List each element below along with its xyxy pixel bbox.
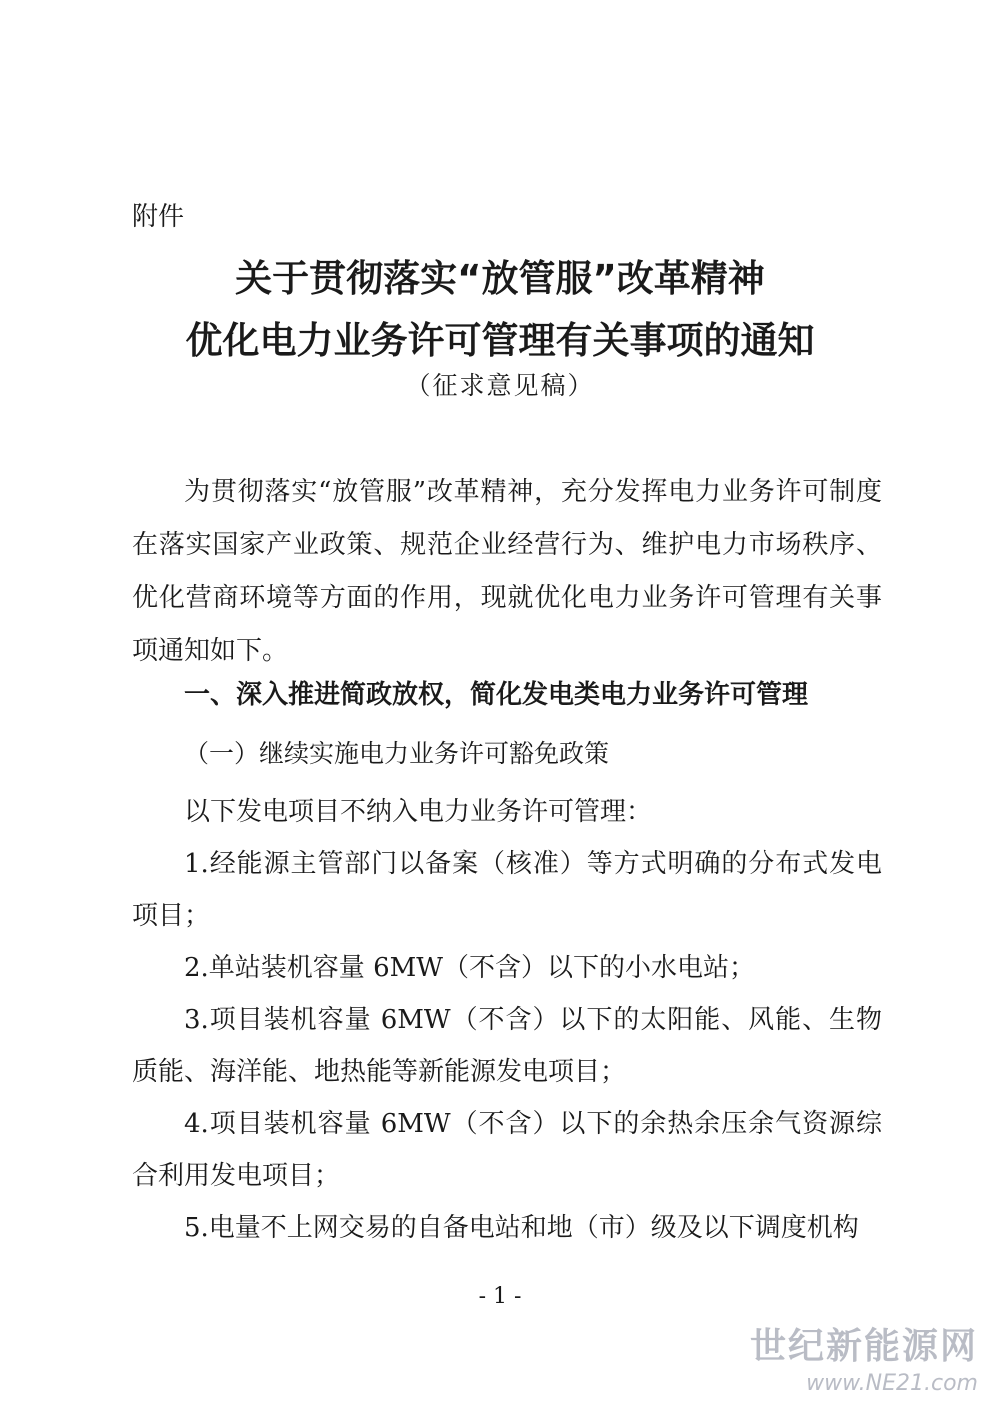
section-1-heading: 一、深入推进简政放权，简化发电类电力业务许可管理 [184, 680, 809, 710]
watermark-url: www.NE21.com [806, 1371, 978, 1396]
item-list [132, 786, 882, 1254]
list-item: 3.项目装机容量 6MW（不含）以下的太阳能、风能、生物质能、海洋能、地热能等新能源发电项目； [132, 1005, 882, 1087]
title-line-1: 关于贯彻落实“放管服”改革精神 [235, 257, 765, 300]
watermark [750, 1318, 978, 1396]
list-item: 4.项目装机容量 6MW（不含）以下的余热余压余气资源综合利用发电项目； [132, 1109, 882, 1191]
attachment-label: 附件 [132, 202, 185, 232]
watermark-text: 世纪新能源网 [749, 1326, 978, 1367]
page-number: - 1 - [478, 1284, 522, 1309]
list-item: 1.经能源主管部门以备案（核准）等方式明确的分布式发电项目； [132, 849, 882, 931]
title-line-2: 优化电力业务许可管理有关事项的通知 [185, 319, 815, 362]
subtitle: （征求意见稿） [405, 371, 595, 400]
list-item: 5.电量不上网交易的自备电站和地（市）级及以下调度机构 [184, 1213, 859, 1243]
lead-sentence: 以下发电项目不纳入电力业务许可管理： [184, 797, 653, 827]
subsection-1-heading: （一）继续实施电力业务许可豁免政策 [184, 739, 610, 768]
intro-paragraph: 为贯彻落实“放管服”改革精神，充分发挥电力业务许可制度在落实国家产业政策、规范企业经营行为、维护电力市场秩序、优化营商环境等方面的作用，现就优化电力业务许可管理有关事项通知如下。 [132, 477, 882, 666]
list-item: 2.单站装机容量 6MW（不含）以下的小水电站； [184, 953, 755, 983]
intro-paragraph-block [132, 466, 882, 678]
